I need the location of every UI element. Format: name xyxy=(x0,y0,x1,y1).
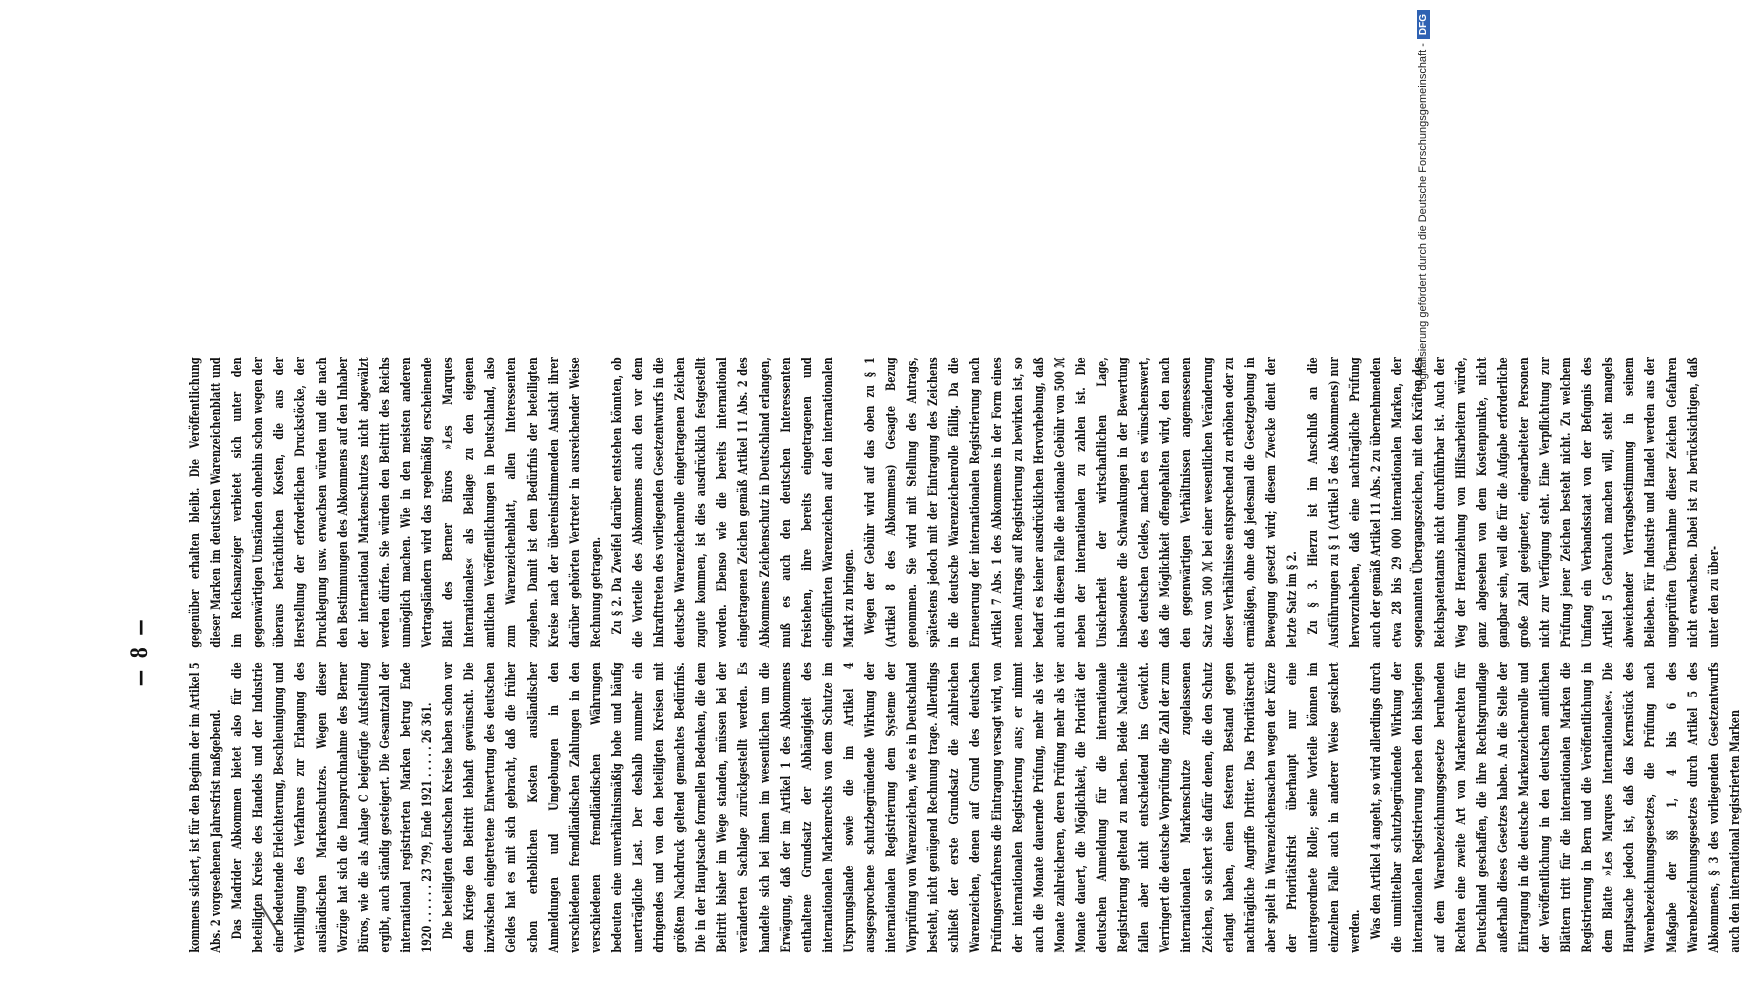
paragraph: gegenüber erhalten bleibt. Die Veröffentlichung dieser Marken im deutschen Warenzeichenblatt und im Reichsanzeiger verbietet sich unter den gegenwärtigen Umständen ohnehin schon wegen der überaus beträchtlichen Kosten, die aus der Herstellung der erforderlichen Druckstöcke, der Drucklegung usw. erwachsen würden und die nach den Bestimmungen des Abkommens auf den Inhaber der international Markenschutzes nicht abgewälzt werden dürfen. Sie würden den Beitritt des Reichs unmöglich machen. Wie in den meisten anderen Vertragsländern wird das regelmäßig erscheinende Blatt des Berner Büros »Les Marques Internationales« als Beilage zu den eigenen amtlichen Veröffentlichungen in Deutschland, also zum Warenzeichenblatt, allen Interessenten zugehen. Damit ist dem Bedürfnis der beteiligten Kreise nach der übereinstimmenden Ansicht ihrer darüber gehörten Vertreter in ausreichender Weise Rechnung getragen. xyxy=(188,357,604,648)
paragraph: Zu § 2. Da Zweifel darüber entstehen könnten, ob die Vorteile des Abkommens auch den vor dem Inkrafttreten des vorliegenden Gesetzentwurfs in die deutsche Warenzeichenrolle eingetragenen Zeichen zugute kommen, ist dies ausdrücklich festgestellt worden. Ebenso wie die bereits international eingetragenen Zeichen gemäß Artikel 11 Abs. 2 des Abkommens Zeichenschutz in Deutschland erlangen, muß es auch den deutschen Interessenten freistehen, ihre bereits eingetragenen und eingeführten Warenzeichen auf den internationalen Markt zu bringen. xyxy=(609,357,857,648)
left-column xyxy=(185,662,1743,953)
paragraph: Was den Artikel 4 angeht, so wird allerdings durch die unmittelbar schutzbegründende Wirkung der internationalen Registrierung neben den bisherigen auf dem Warenbezeichnungsgesetze beruhenden Rechten eine zweite Art von Markenrechten für Deutschland geschaffen, die ihre Rechtsgrundlage außerhalb dieses Gesetzes haben. An die Stelle der Eintragung in die deutsche Markenzeichenrolle und der Veröffentlichung in den deutschen amtlichen Blättern tritt für die internationalen Marken die Registrierung in Bern und die Veröffentlichung in dem Blatte »Les Marques Internationales«. Die Hauptsache jedoch ist, daß das Kernstück des Warenbezeichnungsgesetzes, die Prüfung nach Maßgabe der §§ 1, 4 bis 6 des Warenbezeichnungsgesetzes durch Artikel 5 des Abkommens, § 3 des vorliegenden Gesetzentwurfs auch den international registrierten Marken xyxy=(1369,662,1743,953)
dfg-logo: DFG xyxy=(1417,10,1430,39)
paragraph: Das Madrider Abkommen bietet also für die beteiligten Kreise des Handels und der Industrie eine bedeutende Erleichterung, Beschleunigung und Verbilligung des Verfahrens zur Erlangung des ausländischen Markenschutzes. Wegen dieser Vorzüge hat sich die Inanspruchnahme des Berner Büros, wie die als Anlage C beigefügte Aufstellung ergibt, auch ständig gesteigert. Die Gesamtzahl der international registrierten Marken betrug Ende 1920 . . . . . . 23 799, Ende 1921 . . . . . 26 361. xyxy=(230,662,436,953)
paragraph: Die beteiligten deutschen Kreise haben schon vor dem Kriege den Beitritt lebhaft gewünscht. Die inzwischen eingetretene Entwertung des deutschen Geldes hat es mit sich gebracht, daß die früher schon erheblichen Kosten ausländischer Anmeldungen und Umgebungen in den verschiedenen fremdländischen Zahlungen in den verschiedenen fremdländischen Währungen bedeuten eine unverhältnismäßig hohe und häufig unerträgliche Last. Der deshalb nunmehr ein dringendes und von den beteiligten Kreisen mit größtem Nachdruck geltend gemachtes Bedürfnis. Die in der Hauptsache formellen Bedenken, die dem Beitritt bisher im Wege standen, müssen bei der veränderten Sachlage zurückgestellt werden. Es handelte sich bei ihnen im wesentlichen um die Erwägung, daß der im Artikel 1 des Abkommens enthaltene Grundsatz der Abhängigkeit des internationalen Markenrechts von dem Schutze im Ursprungslande sowie die im Artikel 4 ausgesprochene schutzbegründende Wirkung der internationalen Registrierung dem Systeme der Vorprüfung von Warenzeichen, wie es in Deutschland besteht, nicht genügend Rechnung trage. Allerdings schließt der erste Grundsatz die zahlreichen Warenzeichen, denen auf Grund des deutschen Prüfungsverfahrens die Eintragung versagt wird, von der internationalen Registrierung aus; er nimmt auch die Monate dauernde Prüfung, mehr als vier Monate zahlreicheren, deren Prüfung mehr als vier Monate dauert, die Möglichkeit, die Priorität der deutschen Anmeldung für die internationale Registrierung geltend zu machen. Beide Nachteile fallen aber nicht entscheidend ins Gewicht. Verringert die deutsche Vorprüfung die Zahl der zum internationalen Markenschutze zugelassenen Zeichen, so sichert sie dafür denen, die den Schutz erlangt haben, einen festeren Bestand gegen nachträgliche Angriffe Dritter. Das Prioritätsrecht aber spielt in Warenzeichensachen wegen der Kürze der Prioritätsfrist überhaupt nur eine untergeordnete Rolle; seine Vorteile können im einzelnen Falle auch in anderer Weise gesichert werden. xyxy=(441,662,1364,953)
paragraph: Wegen der Gebühr wird auf das oben zu § 1 (Artikel 8 des Abkommens) Gesagte Bezug genommen. Sie wird mit Stellung des Antrags, spätestens jedoch mit der Eintragung des Zeichens in die deutsche Warenzeichenrolle fällig. Da die Erneuerung der internationalen Registrierung nach Artikel 7 Abs. 1 des Abkommens in der Form eines neuen Antrags auf Registrierung zu bewirken ist, so bedarf es keiner ausdrücklichen Hervorhebung, daß auch in diesem Falle die nationale Gebühr von 500 ℳ neben der internationalen zu zahlen ist. Die Unsicherheit der wirtschaftlichen Lage, insbesondere die Schwankungen in der Bewertung des deutschen Geldes, machen es wünschenswert, daß die Möglichkeit offengehalten wird, den nach den gegenwärtigen Verhältnissen angemessenen Satz von 500 ℳ bei einer wesentlichen Veränderung dieser Verhältnisse entsprechend zu erhöhen oder zu ermäßigen, ohne daß jedesmal die Gesetzgebung in Bewegung gesetzt wird; diesem Zwecke dient der letzte Satz im § 2. xyxy=(863,357,1300,648)
funding-note xyxy=(1414,10,1432,990)
page-number: — 8 — xyxy=(127,616,153,687)
right-column xyxy=(185,357,1722,648)
funding-text: Digitalisierung gefördert durch die Deutsche Forschungsgemeinschaft - xyxy=(1417,43,1429,390)
rotated-printed-page xyxy=(85,343,1743,960)
paragraph: kommens sichert, ist für den Beginn der im Artikel 5 Abs. 2 vorgesehenen Jahresfrist maßgebend. xyxy=(188,662,225,953)
paragraph: Zu § 3. Hierzu ist im Anschluß an die Ausführungen zu § 1 (Artikel 5 des Abkommens) nur hervorzuheben, daß eine nachträgliche Prüfung auch der gemäß Artikel 11 Abs. 2 zu übernehmenden etwa 28 bis 29 000 internationalen Marken, der sogenannten Übergangszeichen, mit den Kräften des Reichspatentamts nicht durchführbar ist. Auch der Weg der Heranziehung von Hilfsarbeitern würde, ganz abgesehen von dem Kostenpunkte, nicht gangbar sein, weil die für die Aufgabe erforderliche große Zahl geeigneter, eingearbeiteter Personen nicht zur Verfügung steht. Eine Verpflichtung zur Prüfung jener Zeichen besteht nicht. Zu welchem Umfang ein Verbandsstaat von der Befugnis des Artikel 5 Gebrauch machen will, steht mangels abweichender Vertragsbestimmung in seinem Belieben. Für Industrie und Handel werden aus der ungeprüften Übernahme dieser Zeichen Gefahren nicht erwachsen. Dabei ist zu berücksichtigen, daß unter den zu über- xyxy=(1305,357,1722,648)
